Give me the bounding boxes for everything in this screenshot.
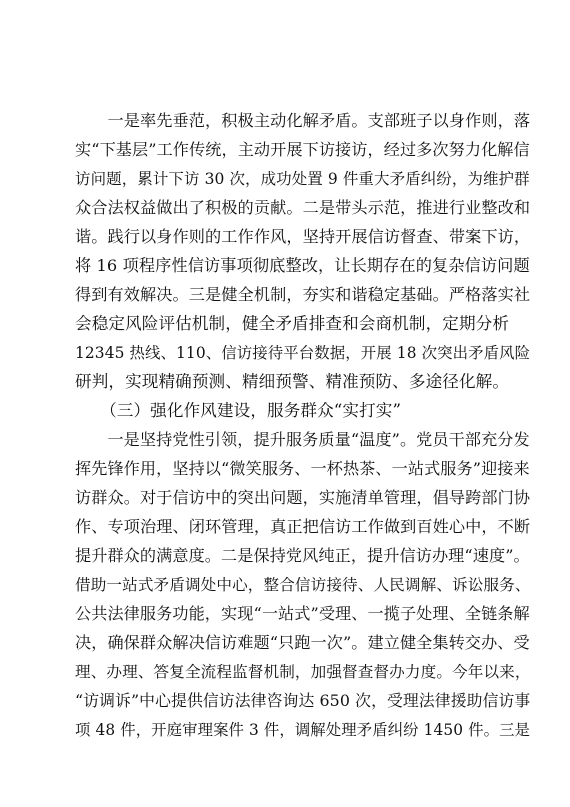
text-line-16: 提升群众的满意度。二是保持党风纯正，提升信访办理“速度”。: [75, 546, 530, 565]
text-line-4: 众合法权益做出了积极的贡献。二是带头示范，推进行业整改和: [75, 198, 531, 217]
text-line-19: 决，确保群众解决信访难题“只跑一次”。建立健全集转交办、受: [75, 633, 530, 652]
text-line-18: 公共法律服务功能，实现“一站式”受理、一揽子处理、全链条解: [75, 604, 530, 623]
text-line-22: 项 48 件，开庭审理案件 3 件，调解处理矛盾纠纷 1450 件。三是: [75, 721, 531, 739]
text-line-10: 研判，实现精确预测、精细预警、精准预防、多途径化解。: [75, 372, 510, 391]
text-line-13: 挥先锋作用，坚持以“微笑服务、一杯热茶、一站式服务”迎接来: [75, 459, 530, 478]
text-line-9: 12345 热线、110、信访接待平台数据，开展 18 次突出矛盾风险: [75, 344, 531, 362]
text-line-6: 将 16 项程序性信访事项彻底整改，让长期存在的复杂信访问题: [75, 256, 530, 275]
section-heading: （三）强化作风建设，服务群众“实打实”: [75, 401, 402, 420]
text-line-1: 一是率先垂范，积极主动化解矛盾。支部班子以身作则，落: [75, 111, 531, 130]
text-line-3: 访问题，累计下访 30 次，成功处置 9 件重大矛盾纠纷，为维护群: [75, 170, 530, 188]
text-line-7: 得到有效解决。三是健全机制，夯实和谐稳定基础。严格落实社: [75, 285, 531, 304]
text-line-17: 借助一站式矛盾调处中心，整合信访接待、人民调解、诉讼服务、: [75, 576, 531, 594]
text-line-8: 会稳定风险评估机制，健全矛盾排查和会商机制，定期分析: [75, 314, 510, 333]
text-line-12: 一是坚持党性引领，提升服务质量“温度”。党员干部充分发: [75, 430, 530, 449]
text-line-21: “访调诉”中心提供信访法律咨询达 650 次，受理法律援助信访事: [75, 691, 531, 710]
text-line-2: 实“下基层”工作传统，主动开展下访接访，经过多次努力化解信: [75, 140, 530, 159]
text-line-5: 谐。践行以身作则的工作作风，坚持开展信访督查、带案下访，: [75, 227, 531, 246]
text-line-15: 作、专项治理、闭环管理，真正把信访工作做到百姓心中，不断: [75, 517, 531, 536]
text-line-14: 访群众。对于信访中的突出问题，实施清单管理，倡导跨部门协: [75, 488, 531, 507]
text-line-20: 理、办理、答复全流程监督机制，加强督查督办力度。今年以来，: [75, 663, 531, 681]
